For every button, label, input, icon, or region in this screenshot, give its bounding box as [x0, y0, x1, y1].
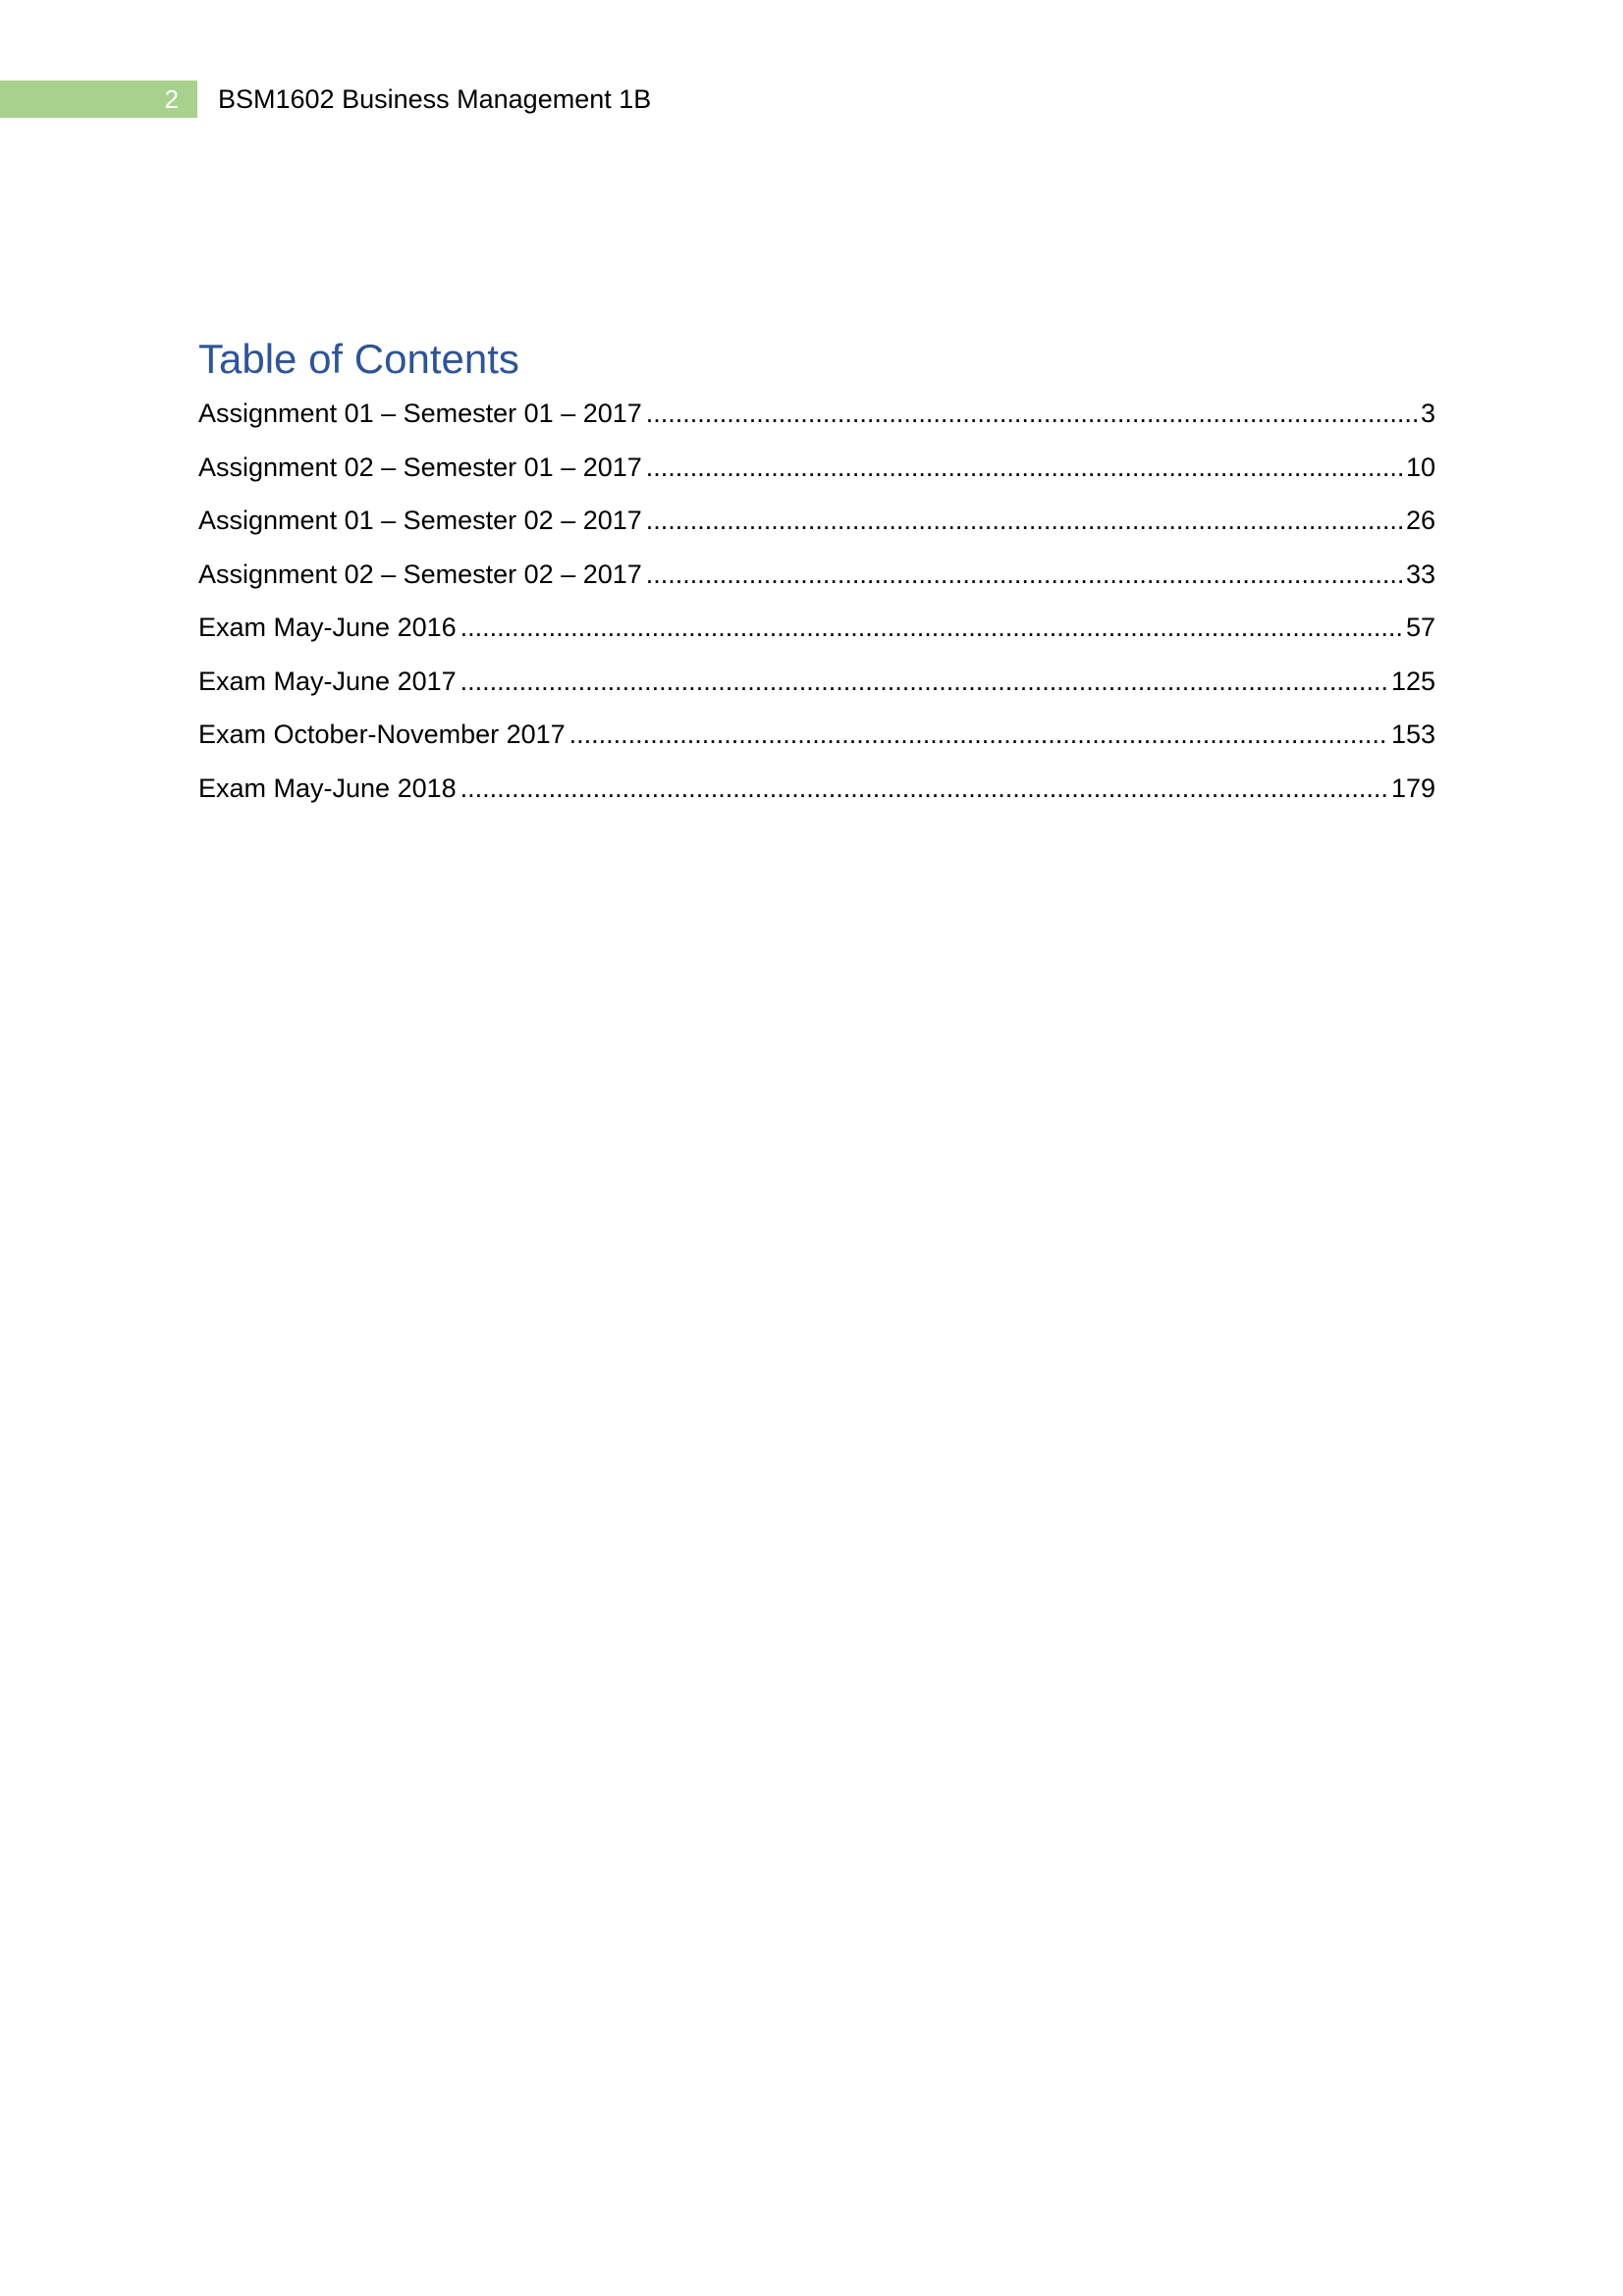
toc-heading: Table of Contents: [198, 336, 519, 382]
toc-entry-page: 153: [1390, 720, 1435, 749]
toc-entry-page: 125: [1390, 666, 1435, 696]
toc-dot-leader: [646, 494, 1402, 548]
header-page-number: 2: [164, 84, 179, 114]
toc-entry[interactable]: [198, 601, 1435, 655]
toc-dot-leader: [646, 441, 1402, 495]
toc-dot-leader: [460, 655, 1387, 709]
toc-entry-title: Exam May-June 2017: [198, 666, 457, 696]
toc-dot-leader: [646, 548, 1402, 602]
toc-dot-leader: [569, 708, 1387, 762]
toc-entry-title: Assignment 01 – Semester 02 – 2017: [198, 506, 642, 535]
toc-dot-leader: [646, 387, 1417, 441]
toc-dot-leader: [460, 601, 1402, 655]
toc-entry[interactable]: [198, 655, 1435, 709]
toc-entry[interactable]: [198, 762, 1435, 816]
toc-entry-page: 10: [1405, 452, 1435, 482]
toc-entry[interactable]: [198, 708, 1435, 762]
toc-entry-title: Exam May-June 2018: [198, 773, 457, 803]
toc-entry[interactable]: [198, 387, 1435, 441]
toc-entry[interactable]: [198, 494, 1435, 548]
toc-entry-page: 179: [1390, 773, 1435, 803]
toc-entry-title: Exam October-November 2017: [198, 720, 566, 749]
toc-entry-page: 26: [1405, 506, 1435, 535]
header-document-title: BSM1602 Business Management 1B: [218, 84, 652, 114]
toc-entry-title: Assignment 02 – Semester 02 – 2017: [198, 559, 642, 589]
toc-entry-title: Assignment 01 – Semester 01 – 2017: [198, 399, 642, 428]
toc-entry[interactable]: [198, 441, 1435, 495]
toc-entry-title: Exam May-June 2016: [198, 613, 457, 642]
toc-list: [198, 387, 1435, 815]
toc-entry-page: 33: [1405, 559, 1435, 589]
toc-entry-title: Assignment 02 – Semester 01 – 2017: [198, 452, 642, 482]
toc-dot-leader: [460, 762, 1387, 816]
toc-entry-page: 3: [1420, 399, 1435, 428]
toc-entry[interactable]: [198, 548, 1435, 602]
toc-entry-page: 57: [1405, 613, 1435, 642]
